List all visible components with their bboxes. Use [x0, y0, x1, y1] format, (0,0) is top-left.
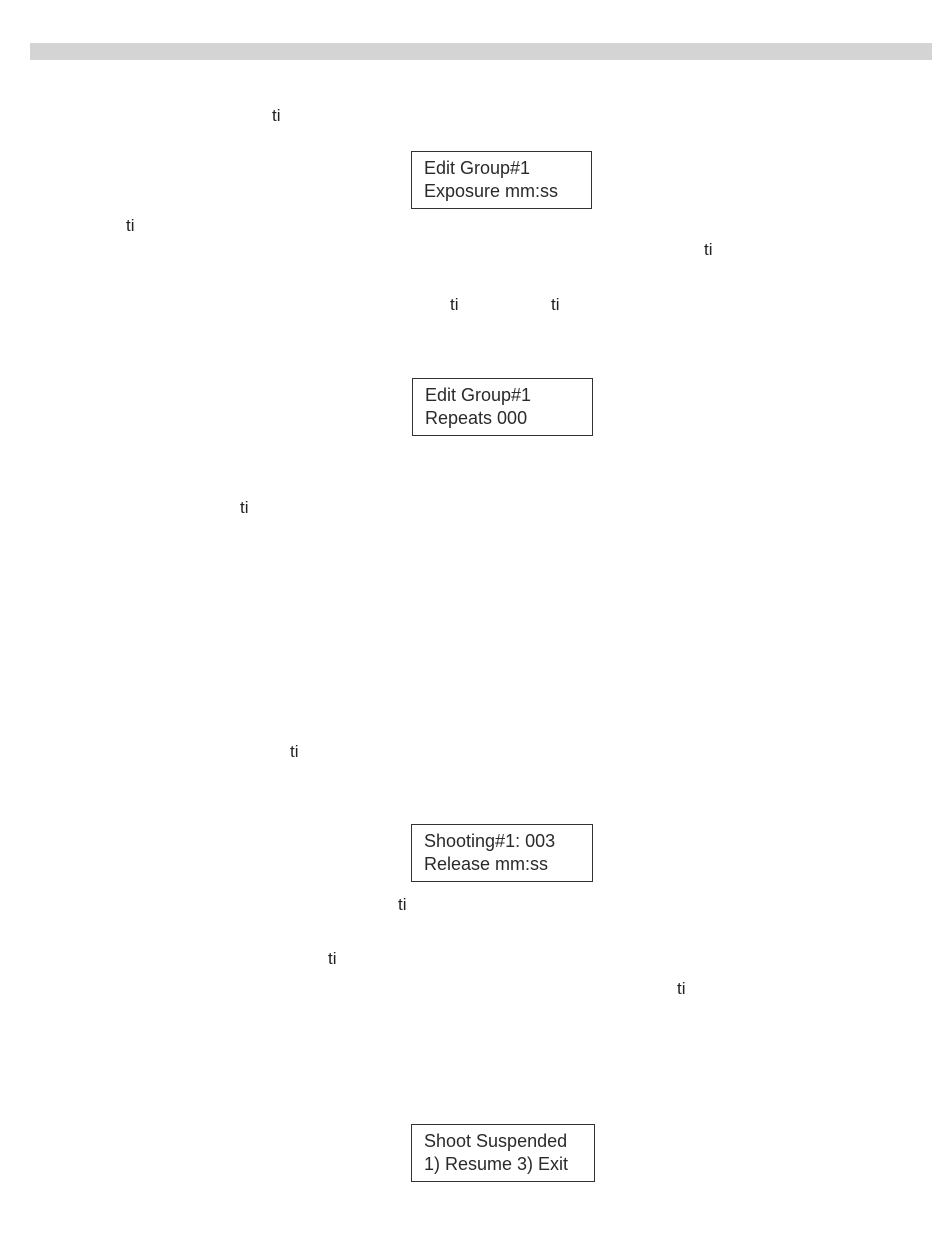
text-fragment: ti — [328, 949, 337, 968]
text-fragment: ti — [551, 295, 560, 314]
lcd-display-suspended — [411, 1124, 595, 1182]
lcd-line-2: 1) Resume 3) Exit — [424, 1154, 569, 1174]
lcd-display-repeats — [412, 378, 593, 436]
text-fragment: ti — [450, 295, 459, 314]
lcd-display-shooting — [411, 824, 593, 882]
lcd-line-2: Exposure mm:ss — [424, 181, 559, 201]
lcd-line-2: Release mm:ss — [424, 854, 549, 874]
lcd-line-1: Shooting#1: 003 — [424, 831, 556, 851]
text-fragment: ti — [677, 979, 686, 998]
text-fragment: ti — [240, 498, 249, 517]
lcd-line-1: Edit Group#1 — [425, 385, 532, 405]
lcd-line-2: Repeats 000 — [425, 408, 528, 428]
lcd-line-1: Shoot Suspended — [424, 1131, 568, 1151]
text-fragment: ti — [272, 106, 281, 125]
lcd-display-exposure — [411, 151, 592, 209]
lcd-line-1: Edit Group#1 — [424, 158, 531, 178]
text-fragment: ti — [290, 742, 299, 761]
text-fragment: ti — [126, 216, 135, 235]
text-fragment: ti — [704, 240, 713, 259]
header-bar — [30, 43, 932, 60]
text-fragment: ti — [398, 895, 407, 914]
